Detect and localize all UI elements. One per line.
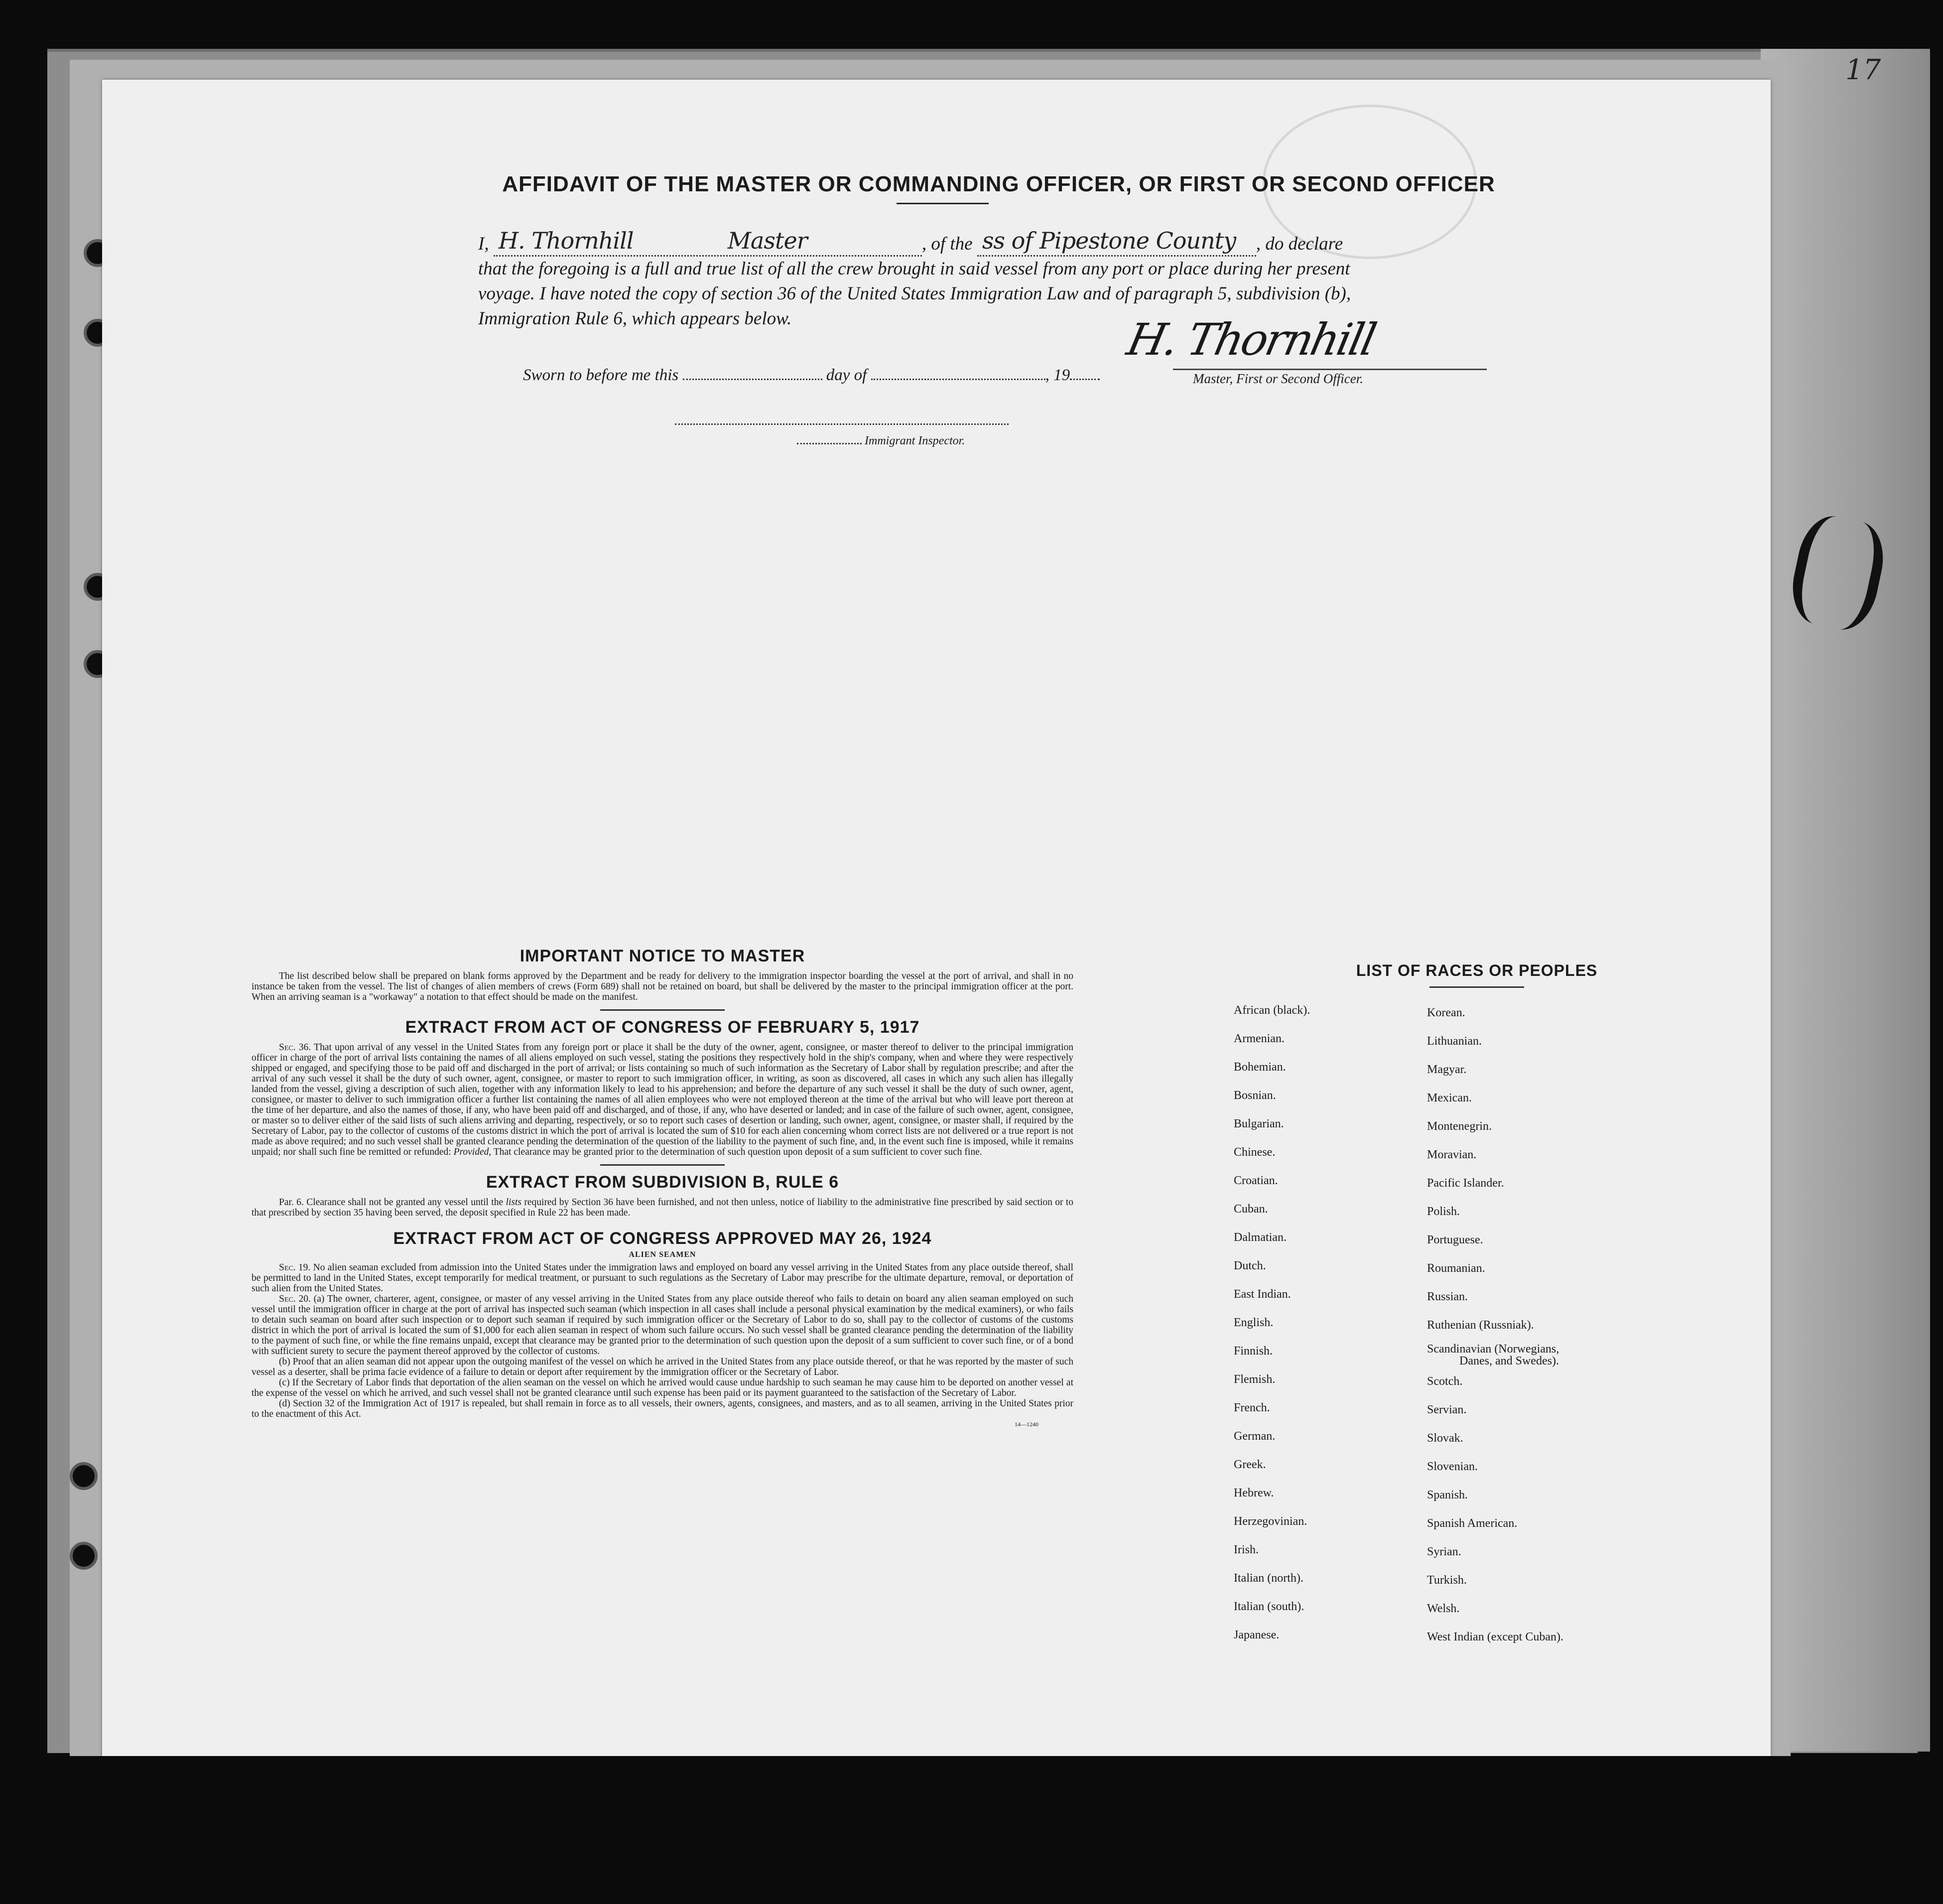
vessel-field (977, 227, 1256, 257)
extract-1924-title: EXTRACT FROM ACT OF CONGRESS APPROVED MAY 26, 1924 (393, 1229, 932, 1248)
sec-20a-text: (a) The owner, charterer, agent, consignee, or master of any vessel arriving in the United States from any place outside thereof who fails to detain on board any alien seaman employed on such vessel until the immigration officer in charge at the port of arrival has inspected such seaman (which inspection in all cases shall include a personal physical examination by the medical examiners), or who fails to detain such seaman on board after such inspection or to deport such seaman if required by such immigration officer or the Secretary of Labor to do so, shall pay to the collector of customs of the customs district in which the port of arrival is located the sum of $1,000 for each alien seaman in respect of whom such failure occurs. No such vessel shall be granted clearance pending the determination of the liability to the payment of such fine, or while the fine remains unpaid, except that clearance may be granted prior to the determination of such question upon the deposit of a sum sufficient to cover such fine, or of a bond with sufficient surety to secure the payment thereof approved by the collector of customs. (252, 1294, 1074, 1357)
inspector-dots (797, 443, 862, 444)
race-item: Slovak. (1427, 1432, 1463, 1445)
page-number: 17 (1845, 54, 1881, 86)
races-divider (1429, 986, 1524, 988)
race-item: Roumanian. (1427, 1262, 1485, 1275)
race-item: Croatian. (1234, 1174, 1278, 1187)
title-divider (897, 203, 989, 204)
race-item: Polish. (1427, 1205, 1460, 1218)
sec-36-text-end: That clearance may be granted prior to the determination of such question upon deposit of a sum sufficient to cover such fine. (493, 1147, 982, 1157)
race-item: Scotch. (1427, 1375, 1463, 1388)
manifest-page (102, 80, 1771, 1756)
sec-20b: (b) Proof that an alien seaman did not appear upon the outgoing manifest of the vessel on which he arrived in the United States from any place outside thereof, or that he was reported by the master of such vessel as a deserter, shall be prima facie evidence of a failure to detain or deport after requirement by the immigration officer or the Secretary of Labor. (252, 1357, 1073, 1377)
race-item: Spanish. (1427, 1489, 1468, 1501)
par-6-text-pre: Clearance shall not be granted any vessel until the (306, 1197, 504, 1208)
inspector-caption (797, 434, 965, 448)
sworn-prefix: Sworn to before me this (523, 366, 679, 384)
par-6-label: Par. 6. (279, 1197, 304, 1208)
race-item: Portuguese. (1427, 1233, 1483, 1246)
sec-36-text: That upon arrival of any vessel in the United States from any foreign port or place it shall be the duty of the owner, agent, consignee, or master thereof to deliver to the principal immigration officer in charge of the port of arrival lists containing the names of all aliens employed on such vessel, stating the positions they respectively hold in the ship's company, when and where they were respectively shipped or engaged, and specifying those to be paid off and discharged in the port of arrival; or lists containing so much of such information as the Secretary of Labor shall by regulation prescribe; and after the arrival of any such vessel it shall be the duty of such owner, agent, consignee, or master to report to such immigration officer, in writing, as soon as discovered, all cases in which any such alien has illegally landed from the vessel, giving a description of such alien, together with any information likely to lead to his apprehension; and before the departure of any such vessel it shall be the duty of such owner, agent, consignee, or master to deliver to such immigration officer a further list containing the names of all alien employees who were not employed thereon at the time of the arrival but who will leave port thereon at the time of her departure, and also the names of those, if any, who have been paid off and discharged, and of those, if any, who have deserted or landed; and in case of the failure of such owner, agent, consignee, or master so to deliver either of the said lists of such aliens arriving and departing, respectively, or so to report such cases of desertion or landing, such owner, agent, consignee, or master shall, if required by the Secretary of Labor, pay to the collector of customs of the customs district in which the port of arrival is located the sum of $10 for each alien concerning whom correct lists are not delivered or a true report is not made as above required; and no such vessel shall be granted clearance pending the determination of the question of the liability to the payment of such fine, and, in the event such fine is imposed, while it remains unpaid; nor shall such fine be remitted or refunded: (252, 1042, 1073, 1157)
punch-hole (70, 1542, 98, 1570)
race-item: Korean. (1427, 1006, 1465, 1019)
sec-19-text: No alien seaman excluded from admission into the United States under the immigration laws and employed on board any vessel arriving in the United States from any place outside thereof, shall be permitted to land in the United States, except temporarily for medical treatment, or pursuant to such regulations as the Secretary of Labor may prescribe for the ultimate departure, removal, or deportation of such alien from the United States. (252, 1262, 1073, 1294)
race-item: Slovenian. (1427, 1460, 1478, 1473)
race-item: Ruthenian (Russniak). (1427, 1319, 1534, 1332)
race-item: English. (1234, 1316, 1274, 1329)
race-item: Moravian. (1427, 1148, 1477, 1161)
race-item: Syrian. (1427, 1545, 1461, 1558)
race-item: Armenian. (1234, 1032, 1285, 1045)
extract-1917-body (252, 1042, 1073, 1157)
race-item: Lithuanian. (1427, 1035, 1482, 1048)
race-item: Mexican. (1427, 1091, 1472, 1104)
sworn-line (523, 366, 1100, 385)
sworn-day-label: day of (826, 366, 867, 384)
extract-1917-title: EXTRACT FROM ACT OF CONGRESS OF FEBRUARY 5, 1917 (405, 1018, 920, 1037)
affidavit-title: AFFIDAVIT OF THE MASTER OR COMMANDING OFFICER, OR FIRST OR SECOND OFFICER (502, 172, 1495, 196)
signature-caption: Master, First or Second Officer. (1193, 371, 1363, 386)
sec-20a (252, 1294, 1073, 1357)
section-divider (600, 1164, 725, 1166)
sec-20-label: Sec. 20. (279, 1294, 311, 1304)
race-item: French. (1234, 1401, 1270, 1414)
race-item: Italian (south). (1234, 1600, 1304, 1613)
race-item: Irish. (1234, 1543, 1259, 1556)
race-item: Welsh. (1427, 1602, 1460, 1615)
race-item: Montenegrin. (1427, 1120, 1492, 1133)
inspector-caption-text: Immigrant Inspector. (865, 434, 965, 447)
alien-seamen-subtitle: ALIEN SEAMEN (629, 1250, 696, 1259)
race-item: Chinese. (1234, 1146, 1276, 1159)
lists-word: lists (506, 1197, 521, 1208)
race-item: Bohemian. (1234, 1061, 1286, 1074)
section-divider (600, 1009, 725, 1011)
sec-20d: (d) Section 32 of the Immigration Act of 1917 is repealed, but shall remain in force as to all vessels, their owners, agents, consignees, and masters, and as to all seamen, arriving in the United States prior to the enactment of this Act. (252, 1398, 1073, 1419)
handwritten-role: Master (727, 227, 807, 254)
race-item: Scandinavian (Norwegians, (1427, 1343, 1559, 1356)
sec-19-label: Sec. 19. (279, 1262, 311, 1273)
race-item: Italian (north). (1234, 1572, 1303, 1585)
declaration-line-2: that the foregoing is a full and true list of all the crew brought in said vessel from any port or place during her present (478, 259, 1350, 279)
race-item: Servian. (1427, 1403, 1467, 1416)
punch-hole (70, 1462, 98, 1490)
inspector-signature-line (675, 423, 1009, 425)
declaration-line-1 (478, 227, 1539, 257)
declaration-i: I, (478, 234, 489, 254)
race-item: Turkish. (1427, 1574, 1467, 1587)
race-item: Bulgarian. (1234, 1117, 1284, 1130)
declaration-line-4: Immigration Rule 6, which appears below. (478, 308, 792, 329)
race-item: Bosnian. (1234, 1089, 1276, 1102)
sec-20c: (c) If the Secretary of Labor finds that deportation of the alien seaman on the vessel on which he arrived would cause undue hardship to such seaman he may cause him to be deported on another vessel at the expense of the vessel on which he arrived, and such vessel shall not be granted clearance until such expense has been paid or its payment guaranteed to the satisfaction of the Secretary of Labor. (252, 1377, 1073, 1398)
sworn-year-field (1070, 379, 1100, 380)
rule-6-title: EXTRACT FROM SUBDIVISION B, RULE 6 (486, 1173, 839, 1192)
declaration-line-3: voyage. I have noted the copy of section 36 of the United States Immigration Law and of paragraph 5, subdivision (b), (478, 283, 1351, 304)
master-signature: H. Thornhill (1123, 314, 1379, 365)
race-item: Russian. (1427, 1290, 1468, 1303)
race-item: African (black). (1234, 1004, 1310, 1017)
declaration-of-the: , of the (921, 234, 973, 254)
race-item: Finnish. (1234, 1345, 1273, 1358)
race-item: Pacific Islander. (1427, 1177, 1504, 1190)
race-item: Dalmatian. (1234, 1231, 1287, 1244)
race-item: Dutch. (1234, 1259, 1266, 1272)
notice-title: IMPORTANT NOTICE TO MASTER (519, 947, 805, 965)
race-item: Greek. (1234, 1458, 1266, 1471)
sworn-day-field (683, 379, 822, 380)
races-title: LIST OF RACES OR PEOPLES (1356, 961, 1598, 979)
race-item: Cuban. (1234, 1203, 1268, 1216)
name-field (494, 227, 922, 257)
sworn-month-field (871, 379, 1045, 380)
race-item-continuation: Danes, and Swedes). (1459, 1355, 1559, 1367)
race-item: Flemish. (1234, 1373, 1276, 1386)
race-item: East Indian. (1234, 1288, 1291, 1301)
race-item: Japanese. (1234, 1629, 1280, 1641)
sec-19 (252, 1262, 1073, 1294)
form-number: 14—1240 (1015, 1421, 1038, 1428)
notice-body: The list described below shall be prepared on blank forms approved by the Department and be ready for delivery to the immigration inspector boarding the vessel at the port of arrival, and shall in no instance be taken from the vessel. The list of changes of alien members of crews (Form 689) shall not be retained on board, but shall be delivered by the master to the principal immigration officer at the port. When an arriving seaman is a "workaway" a notation to that effect should be made on the manifest. (252, 971, 1073, 1002)
par-6-text-post: required by Section 36 have been furnished, and not then unless, notice of liability to the administrative fine prescribed by said section or to that prescribed by section 35 having been served, the deposit specified in Rule 22 has been made. (252, 1197, 1074, 1218)
legal-notices (252, 947, 1073, 1430)
handwritten-name: H. Thornhill (498, 227, 634, 254)
affidavit-declaration (478, 227, 1539, 331)
race-item: Herzegovinian. (1234, 1515, 1307, 1528)
declaration-do-declare: , do declare (1256, 234, 1343, 254)
sworn-year-label: , 19 (1045, 366, 1070, 384)
sec-36-label: Sec. 36. (279, 1042, 311, 1053)
race-item: West Indian (except Cuban). (1427, 1631, 1563, 1643)
race-item: Spanish American. (1427, 1517, 1518, 1530)
race-item: Magyar. (1427, 1063, 1467, 1076)
race-item: German. (1234, 1430, 1276, 1443)
signature-line (1173, 369, 1487, 370)
provided-label: Provided, (453, 1147, 492, 1157)
race-item: Hebrew. (1234, 1487, 1274, 1499)
rule-6-body (252, 1197, 1073, 1218)
handwritten-vessel: ss of Pipestone County (982, 227, 1236, 254)
